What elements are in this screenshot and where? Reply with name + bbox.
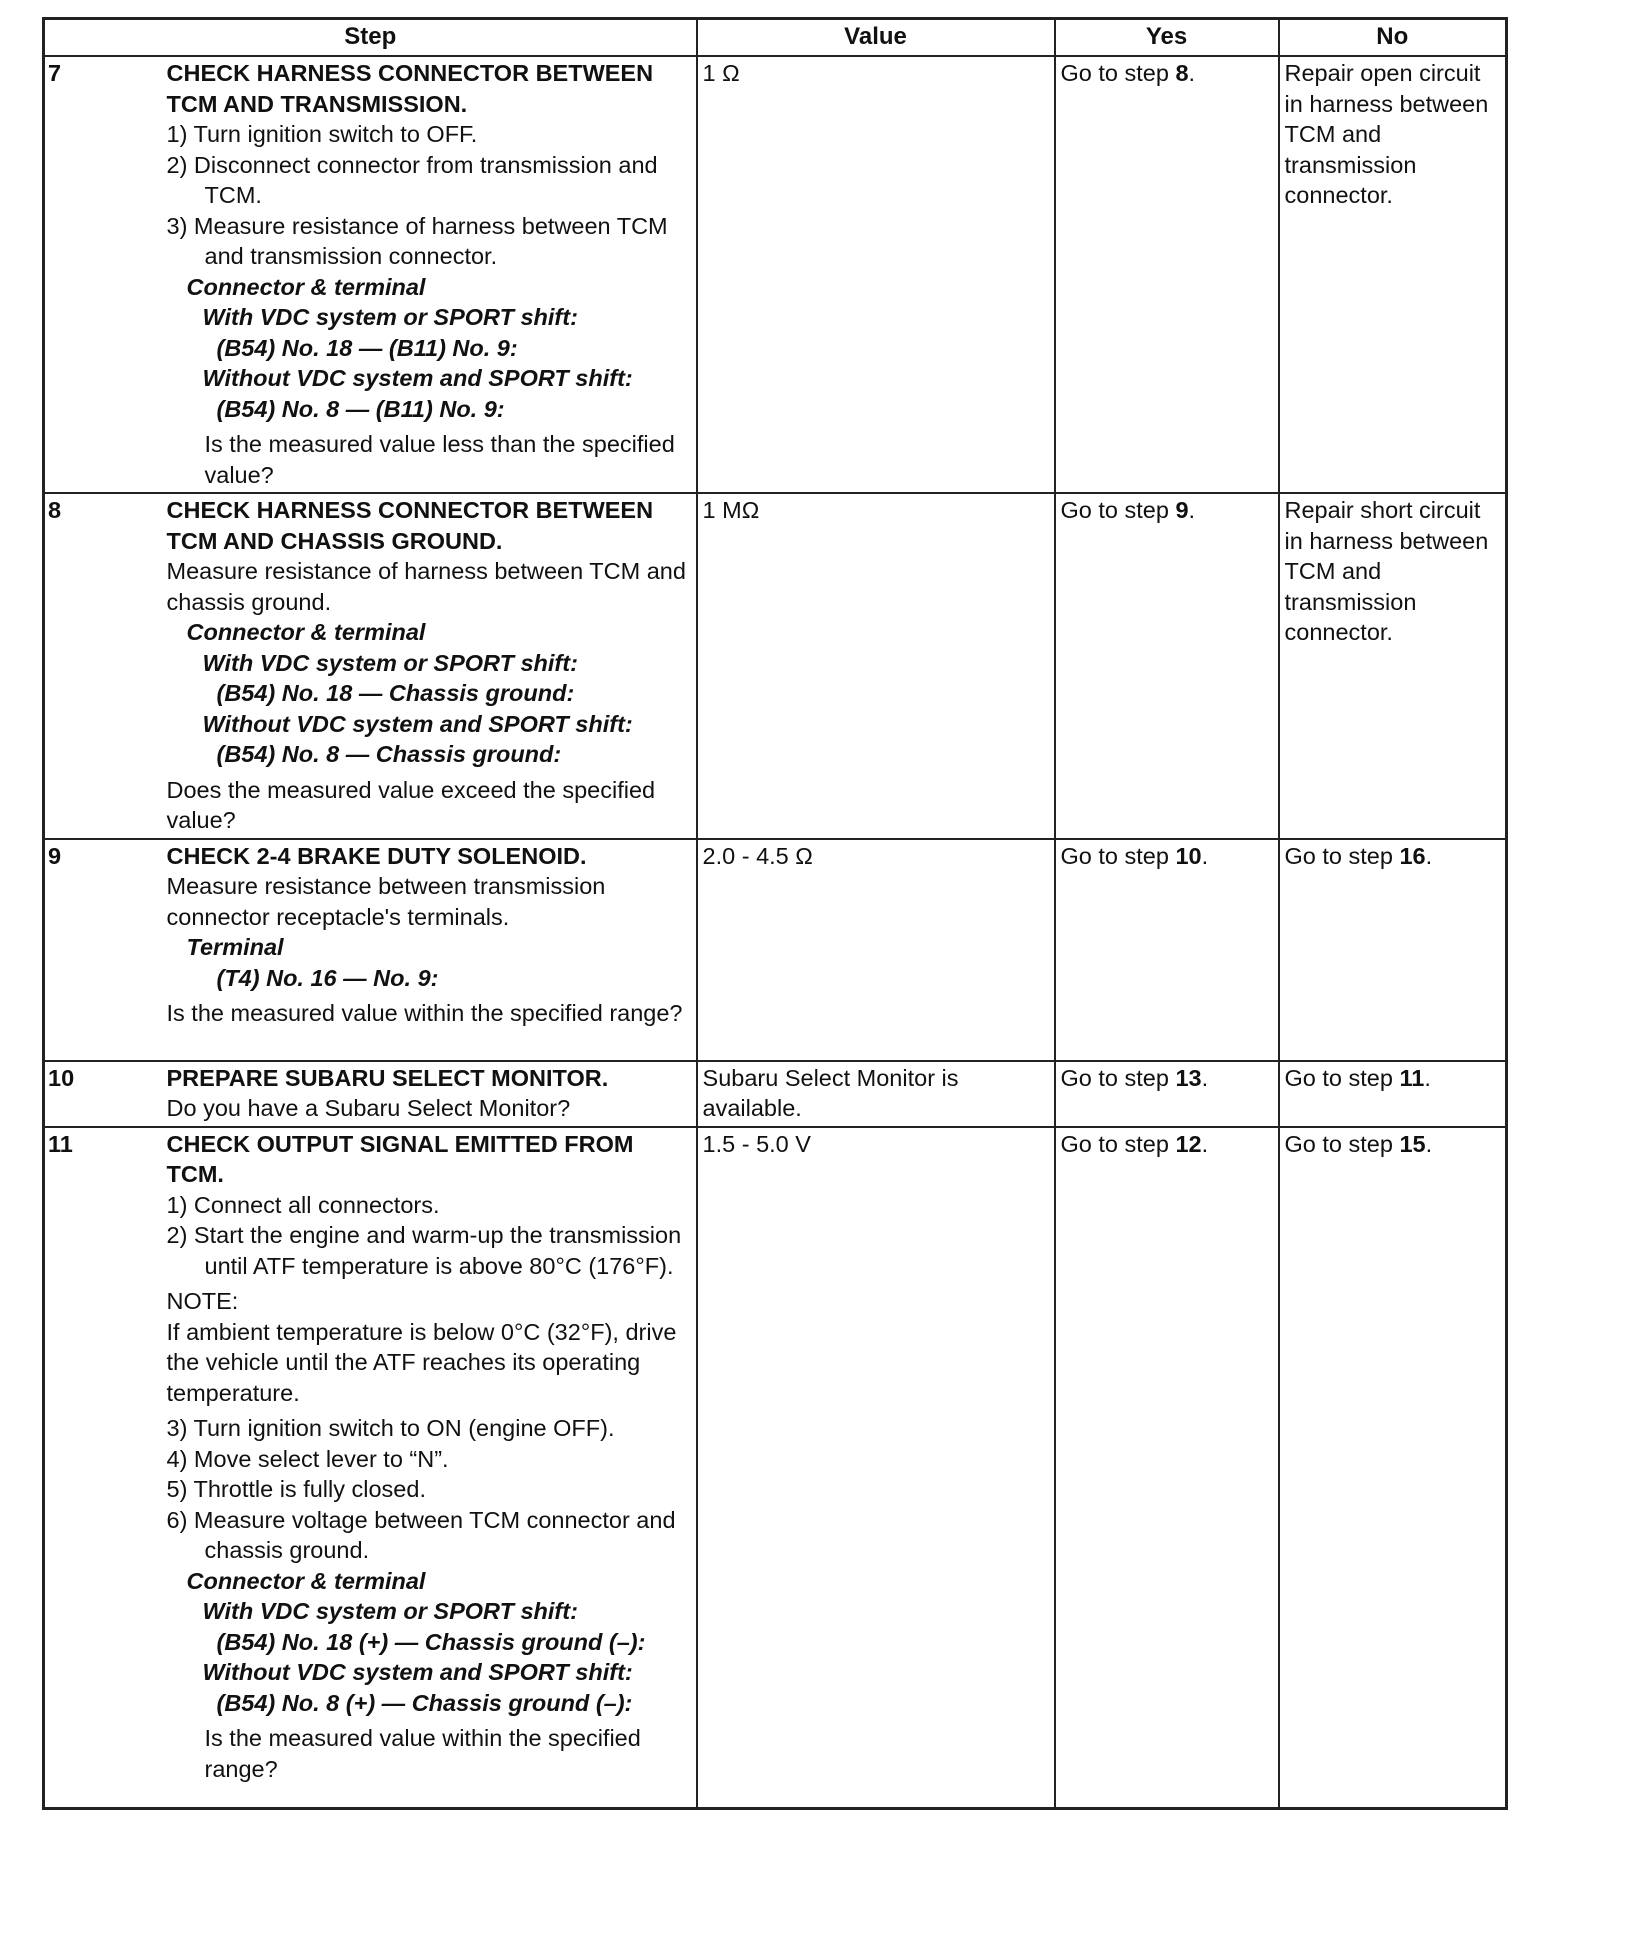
step-value: Subaru Select Monitor is available. <box>697 1061 1055 1127</box>
with-vdc-label: With VDC system or SPORT shift: <box>202 649 578 676</box>
step-value: 1 MΩ <box>697 493 1055 839</box>
step-content <box>165 1061 697 1127</box>
with-vdc-label: With VDC system or SPORT shift: <box>202 1598 578 1624</box>
diagnostic-procedure-table <box>42 17 1505 1810</box>
yes-step-ref: 12 <box>1175 1130 1202 1157</box>
step-item: 1) Turn ignition switch to OFF. <box>166 121 478 147</box>
with-vdc-terminals: (B54) No. 18 (+) — Chassis ground (–): <box>216 1628 646 1655</box>
step-description: Measure resistance between transmission connector receptacle's terminals. <box>166 873 606 930</box>
step-value: 2.0 - 4.5 Ω <box>697 839 1055 1061</box>
yes-step-ref: 13 <box>1175 1064 1202 1091</box>
connector-terminal-label: Connector & terminal <box>186 1567 426 1594</box>
yes-step-ref: 9 <box>1175 497 1189 523</box>
note-text: If ambient temperature is below 0°C (32°F), drive the vehicle until the ATF reaches its operating temperature. <box>166 1318 677 1406</box>
header-step: Step <box>44 19 697 57</box>
step-content <box>165 493 697 839</box>
step-item: 3) Measure resistance of harness between TCM and transmission connector. <box>166 212 668 269</box>
step-question: Is the measured value within the specified range? <box>166 1000 683 1026</box>
step-title: CHECK 2-4 BRAKE DUTY SOLENOID. <box>166 842 587 869</box>
note-label: NOTE: <box>166 1288 239 1314</box>
step-item: 2) Start the engine and warm-up the transmission until ATF temperature is above 80°C (176°F). <box>166 1222 682 1279</box>
with-vdc-terminals: (B54) No. 18 — (B11) No. 9: <box>216 334 518 361</box>
header-yes: Yes <box>1055 19 1279 57</box>
step-question: Is the measured value within the specified range? <box>204 1725 641 1782</box>
step-number: 10 <box>44 1061 165 1127</box>
step-question: Do you have a Subaru Select Monitor? <box>166 1095 571 1121</box>
step-question: Does the measured value exceed the specified value? <box>166 776 656 833</box>
step-item: 1) Connect all connectors. <box>166 1191 440 1218</box>
table-row-step-7 <box>44 56 1507 493</box>
procedure-table <box>42 17 1508 1810</box>
step-content <box>165 839 697 1061</box>
without-vdc-label: Without VDC system and SPORT shift: <box>202 710 633 737</box>
table-row-step-8 <box>44 493 1507 839</box>
step-item: 5) Throttle is fully closed. <box>166 1476 426 1502</box>
step-content <box>165 56 697 493</box>
step-item: 3) Turn ignition switch to ON (engine OFF). <box>166 1415 615 1441</box>
with-vdc-label: With VDC system or SPORT shift: <box>202 304 578 330</box>
step-number: 7 <box>44 56 165 493</box>
table-row-step-11 <box>44 1127 1507 1809</box>
without-vdc-label: Without VDC system and SPORT shift: <box>202 1659 633 1685</box>
step-number: 9 <box>44 839 165 1061</box>
no-step-ref: 15 <box>1399 1130 1426 1157</box>
yes-action: Go to step 9. <box>1055 493 1279 839</box>
header-row <box>44 19 1507 57</box>
yes-step-ref: 8 <box>1175 60 1189 86</box>
no-action: Repair short circuit in harness between TCM and transmission connector. <box>1279 493 1507 839</box>
without-vdc-terminals: (B54) No. 8 — Chassis ground: <box>216 741 562 767</box>
no-step-ref: 16 <box>1399 842 1426 869</box>
no-action: Repair open circuit in harness between TCM and transmission connector. <box>1279 56 1507 493</box>
step-title: CHECK HARNESS CONNECTOR BETWEEN TCM AND CHASSIS GROUND. <box>166 497 654 554</box>
step-title: PREPARE SUBARU SELECT MONITOR. <box>166 1064 609 1091</box>
no-action: Go to step 16. <box>1279 839 1507 1061</box>
step-title: CHECK OUTPUT SIGNAL EMITTED FROM TCM. <box>166 1130 634 1187</box>
step-item: 6) Measure voltage between TCM connector and chassis ground. <box>166 1506 676 1563</box>
without-vdc-terminals: (B54) No. 8 — (B11) No. 9: <box>216 395 505 422</box>
step-description: Measure resistance of harness between TCM and chassis ground. <box>166 558 686 615</box>
yes-action: Go to step 12. <box>1055 1127 1279 1809</box>
table-row-step-9 <box>44 839 1507 1061</box>
no-action: Go to step 11. <box>1279 1061 1507 1127</box>
terminal-value: (T4) No. 16 — No. 9: <box>216 964 439 991</box>
header-value: Value <box>697 19 1055 57</box>
step-item: 4) Move select lever to “N”. <box>166 1445 449 1472</box>
header-no: No <box>1279 19 1507 57</box>
step-number: 8 <box>44 493 165 839</box>
step-item: 2) Disconnect connector from transmission and TCM. <box>166 151 658 208</box>
yes-action: Go to step 13. <box>1055 1061 1279 1127</box>
table-row-step-10 <box>44 1061 1507 1127</box>
no-action: Go to step 15. <box>1279 1127 1507 1809</box>
yes-action: Go to step 8. <box>1055 56 1279 493</box>
with-vdc-terminals: (B54) No. 18 — Chassis ground: <box>216 680 575 706</box>
terminal-label: Terminal <box>186 934 284 960</box>
step-question: Is the measured value less than the specified value? <box>204 431 675 488</box>
without-vdc-label: Without VDC system and SPORT shift: <box>202 365 633 391</box>
step-number: 11 <box>44 1127 165 1809</box>
connector-terminal-label: Connector & terminal <box>186 273 426 300</box>
step-value: 1 Ω <box>697 56 1055 493</box>
yes-action: Go to step 10. <box>1055 839 1279 1061</box>
no-step-ref: 11 <box>1399 1064 1425 1091</box>
step-content <box>165 1127 697 1809</box>
without-vdc-terminals: (B54) No. 8 (+) — Chassis ground (–): <box>216 1689 633 1716</box>
connector-terminal-label: Connector & terminal <box>186 619 426 645</box>
step-value: 1.5 - 5.0 V <box>697 1127 1055 1809</box>
yes-step-ref: 10 <box>1175 842 1202 869</box>
step-title: CHECK HARNESS CONNECTOR BETWEEN TCM AND TRANSMISSION. <box>166 60 654 117</box>
